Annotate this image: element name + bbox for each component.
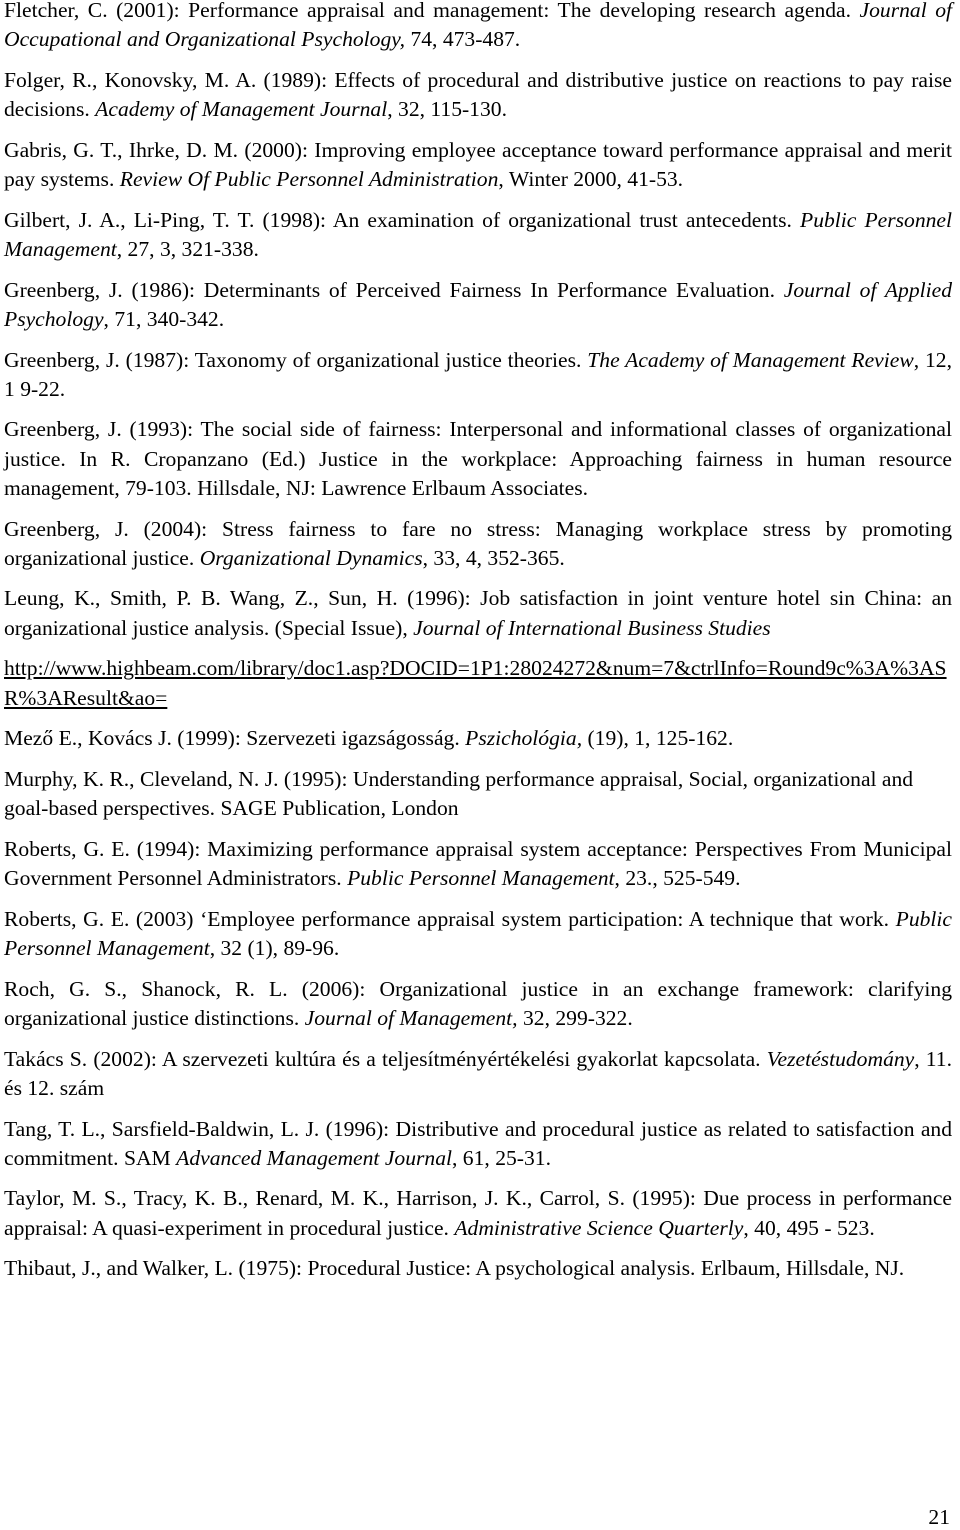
reference-entry — [4, 206, 952, 264]
reference-journal: Journal of Applied Psychology — [4, 277, 952, 331]
page-number: 21 — [928, 1505, 950, 1529]
reference-journal: Administrative Science Quarterly — [454, 1215, 744, 1240]
reference-text: Greenberg, J. (1993): The social side of fairness: Interpersonal and informational classes of organizational justice. In R. Cropanzano (Ed.) Justice in the workplace: Approaching fairness in human resource management, 79-103. Hillsdale, NJ: Lawrence Erlbaum Associates. — [4, 417, 952, 500]
reference-journal: Public Personnel Management — [4, 906, 952, 960]
reference-entry — [4, 765, 952, 823]
reference-details: , 11. és 12. szám — [4, 1046, 952, 1100]
reference-link[interactable]: http://www.highbeam.com/library/doc1.asp?DOCID=1P1:28024272&num=7&ctrlInfo=Round9c%3A%3ASR%3AResult&ao= — [4, 656, 947, 710]
reference-details: , 23., 525-549. — [614, 866, 741, 891]
reference-text: Mező E., Kovács J. (1999): Szervezeti igazságosság. — [4, 726, 466, 751]
reference-entry — [4, 415, 952, 503]
reference-details: , 12, 1 9-22. — [4, 347, 952, 401]
reference-entry — [4, 276, 952, 334]
reference-entry — [4, 346, 952, 404]
reference-link-entry — [4, 654, 952, 712]
reference-details: , 40, 495 - 523. — [743, 1215, 875, 1240]
reference-details: , Winter 2000, 41-53. — [498, 167, 684, 192]
reference-entry — [4, 0, 952, 54]
reference-text: Tang, T. L., Sarsfield-Baldwin, L. J. (1996): Distributive and procedural justice as related to satisfaction and commitment. SAM — [4, 1116, 952, 1170]
reference-list — [4, 0, 952, 1295]
reference-text: Thibaut, J., and Walker, L. (1975): Procedural Justice: A psychological analysis. Erlbaum, Hillsdale, NJ. — [4, 1256, 905, 1281]
reference-journal: Pszichológia, — [465, 726, 583, 751]
reference-details: (19), 1, 125-162. — [582, 726, 734, 751]
reference-text: Folger, R., Konovsky, M. A. (1989): Effects of procedural and distributive justice on reactions to pay raise decisions. — [4, 67, 952, 122]
reference-text: Takács S. (2002): A szervezeti kultúra és a teljesítményértékelési gyakorlat kapcsolata. — [4, 1046, 767, 1071]
reference-entry — [4, 724, 952, 753]
reference-text: Greenberg, J. (1987): Taxonomy of organizational justice theories. — [4, 347, 588, 372]
reference-text: Taylor, M. S., Tracy, K. B., Renard, M. K., Harrison, J. K., Carrol, S. (1995): Due process in performance appraisal: A quasi-experiment in procedural justice. — [4, 1186, 952, 1240]
reference-entry — [4, 66, 952, 124]
reference-text: Roberts, G. E. (1994): Maximizing performance appraisal system acceptance: Perspectives From Municipal Government Personnel Administrators. — [4, 836, 952, 891]
reference-journal: Advanced Management Journal — [176, 1145, 452, 1170]
reference-details: , 27, 3, 321-338. — [116, 236, 259, 261]
reference-text: Roch, G. S., Shanock, R. L. (2006): Organizational justice in an exchange framework: clarifying organizational justice distinctions. — [4, 976, 952, 1030]
reference-details: 32, 299-322. — [517, 1005, 633, 1030]
reference-text: Greenberg, J. (1986): Determinants of Perceived Fairness In Performance Evaluation. — [4, 277, 784, 302]
reference-journal: Public Personnel Management — [4, 207, 952, 261]
reference-text: Greenberg, J. (2004): Stress fairness to fare no stress: Managing workplace stress by promoting organizational justice. — [4, 516, 952, 570]
reference-details: , 33, 4, 352-365. — [422, 545, 565, 570]
reference-journal: Academy of Management Journal — [95, 97, 388, 122]
reference-entry — [4, 1254, 952, 1283]
reference-journal: The Academy of Management Review — [587, 347, 914, 372]
reference-journal: Public Personnel Management — [347, 866, 615, 891]
reference-details: , 71, 340-342. — [103, 306, 225, 331]
reference-text: Fletcher, C. (2001): Performance appraisal and management: The developing research agenda. — [4, 0, 860, 22]
reference-journal: Journal of Management, — [304, 1005, 518, 1030]
reference-entry — [4, 905, 952, 963]
reference-entry — [4, 515, 952, 573]
reference-journal: Organizational Dynamics — [199, 545, 423, 570]
reference-entry — [4, 584, 952, 642]
reference-journal: Review Of Public Personnel Administration — [119, 167, 499, 192]
reference-entry — [4, 835, 952, 893]
reference-entry — [4, 136, 952, 194]
reference-text: Leung, K., Smith, P. B. Wang, Z., Sun, H. (1996): Job satisfaction in joint venture hotel sin China: an organizational justice analysis. (Special Issue), — [4, 586, 952, 640]
reference-text: Roberts, G. E. (2003) ‘Employee performance appraisal system participation: A technique that work. — [4, 906, 896, 931]
reference-entry — [4, 1115, 952, 1173]
reference-journal: Journal of International Business Studies — [413, 615, 771, 640]
reference-details: 74, 473-487. — [405, 27, 521, 52]
reference-journal: Vezetéstudomány — [766, 1046, 915, 1071]
reference-journal: Journal of Occupational and Organizational Psychology, — [4, 0, 953, 52]
reference-text: Gabris, G. T., Ihrke, D. M. (2000): Improving employee acceptance toward performance appraisal and merit pay systems. — [4, 137, 952, 192]
reference-entry — [4, 975, 952, 1033]
reference-details: , 61, 25-31. — [452, 1145, 551, 1170]
reference-details: , 32 (1), 89-96. — [209, 935, 340, 960]
reference-entry — [4, 1045, 952, 1103]
reference-entry — [4, 1184, 952, 1242]
reference-text: Gilbert, J. A., Li-Ping, T. T. (1998): An examination of organizational trust antecedents. — [4, 207, 801, 232]
reference-details: , 32, 115-130. — [387, 97, 507, 122]
reference-text: Murphy, K. R., Cleveland, N. J. (1995): Understanding performance appraisal, Social, organizational and goal-based perspectives. SAGE Publication, London — [4, 766, 914, 821]
